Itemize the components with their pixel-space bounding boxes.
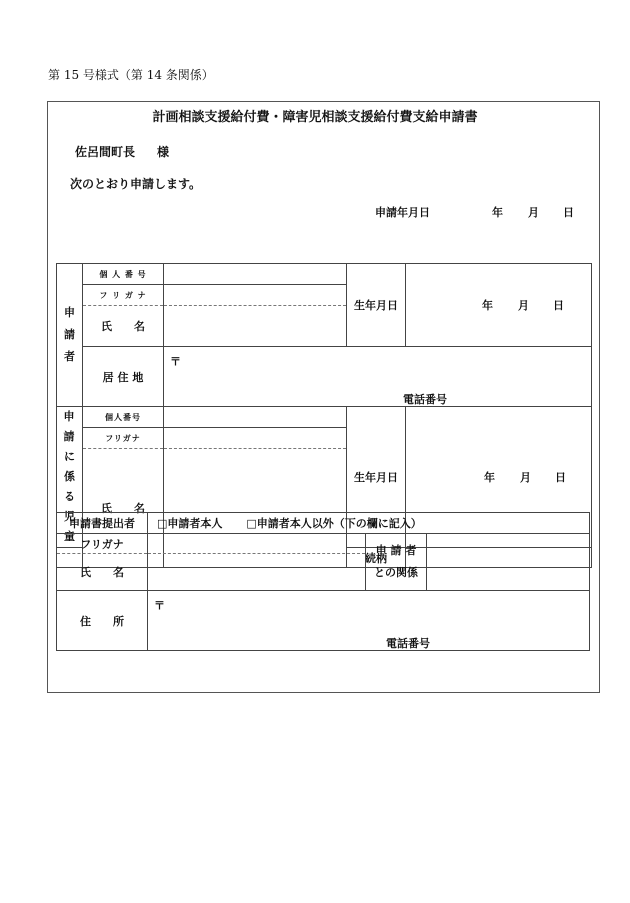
applicant-label-char: 申 bbox=[64, 306, 75, 319]
child-relationship-label: 続柄 bbox=[347, 548, 406, 568]
submitter-option-self[interactable]: □申請者本人 bbox=[157, 517, 223, 530]
applicant-individual-number-label: 個 人 番 号 bbox=[83, 264, 164, 285]
child-birth-date-label: 生年月日 bbox=[347, 407, 406, 548]
submitter-name-label: 氏 名 bbox=[57, 554, 148, 591]
relation-line: との関係 bbox=[374, 566, 418, 579]
applicant-furigana-label: フ リ ガ ナ bbox=[83, 285, 164, 306]
submitter-furigana-field[interactable] bbox=[148, 534, 366, 554]
child-furigana-field[interactable] bbox=[164, 428, 347, 449]
application-date-label: 申請年月日 bbox=[375, 206, 430, 219]
application-date-year: 年 bbox=[492, 206, 503, 219]
applicant-name-field[interactable] bbox=[164, 306, 347, 347]
addressee-honorific: 様 bbox=[157, 145, 170, 159]
submitter-name-field[interactable] bbox=[148, 554, 366, 591]
applicant-birth-date-label: 生年月日 bbox=[347, 264, 406, 347]
applicant-section-label bbox=[57, 264, 83, 407]
submitter-phone-label: 電話番号 bbox=[386, 637, 430, 650]
applicant-birth-year: 年 bbox=[482, 299, 493, 312]
relation-line: 申 請 者 bbox=[375, 544, 417, 557]
submitter-table bbox=[56, 512, 590, 651]
child-furigana-label: フリガナ bbox=[83, 428, 164, 449]
addressee bbox=[75, 143, 169, 160]
applicant-individual-number-field[interactable] bbox=[164, 264, 347, 285]
child-birth-day: 日 bbox=[555, 471, 566, 484]
applicant-name-label: 氏 名 bbox=[83, 306, 164, 347]
statement: 次のとおり申請します。 bbox=[70, 177, 202, 191]
submitter-relation-label bbox=[366, 534, 427, 591]
submitter-address-field[interactable] bbox=[148, 591, 590, 651]
submitter-furigana-label: フリガナ bbox=[57, 534, 148, 554]
applicant-furigana-field[interactable] bbox=[164, 285, 347, 306]
submitter-options bbox=[148, 513, 590, 534]
submitter-relation-field[interactable] bbox=[427, 534, 590, 591]
child-label-line: 申 請 bbox=[63, 410, 86, 443]
form-number: 第 15 号様式（第 14 条関係） bbox=[48, 68, 214, 82]
applicant-birth-day: 日 bbox=[553, 299, 564, 312]
child-label-line: に 係 bbox=[64, 450, 86, 483]
form-title: 計画相談支援給付費・障害児相談支援給付費支給申請書 bbox=[152, 110, 478, 125]
applicant-birth-month: 月 bbox=[518, 299, 529, 312]
applicant-residence-field[interactable] bbox=[164, 347, 592, 407]
postal-mark: 〒 bbox=[154, 599, 165, 612]
child-label-line: る 児 bbox=[64, 490, 86, 523]
postal-mark: 〒 bbox=[170, 355, 181, 368]
application-date-day: 日 bbox=[563, 206, 574, 219]
applicant-label-char: 請 bbox=[64, 328, 75, 341]
applicant-label-char: 者 bbox=[64, 350, 75, 363]
child-birth-month: 月 bbox=[520, 471, 531, 484]
child-birth-year: 年 bbox=[484, 471, 495, 484]
submitter-option-other[interactable]: □申請者本人以外（下の欄に記入） bbox=[246, 517, 422, 530]
child-name-label: 氏 名 bbox=[83, 449, 164, 568]
child-individual-number-field[interactable] bbox=[164, 407, 347, 428]
applicant-residence-label: 居 住 地 bbox=[83, 347, 164, 407]
addressee-name: 佐呂間町長 bbox=[75, 145, 136, 159]
child-label-line: 童 bbox=[64, 530, 75, 543]
application-date-month: 月 bbox=[528, 206, 539, 219]
applicant-birth-date-field[interactable] bbox=[406, 264, 592, 347]
submitter-address-label: 住 所 bbox=[57, 591, 148, 651]
applicant-phone-label: 電話番号 bbox=[403, 393, 447, 406]
submitter-label: 申請書提出者 bbox=[57, 513, 148, 534]
child-individual-number-label: 個人番号 bbox=[83, 407, 164, 428]
